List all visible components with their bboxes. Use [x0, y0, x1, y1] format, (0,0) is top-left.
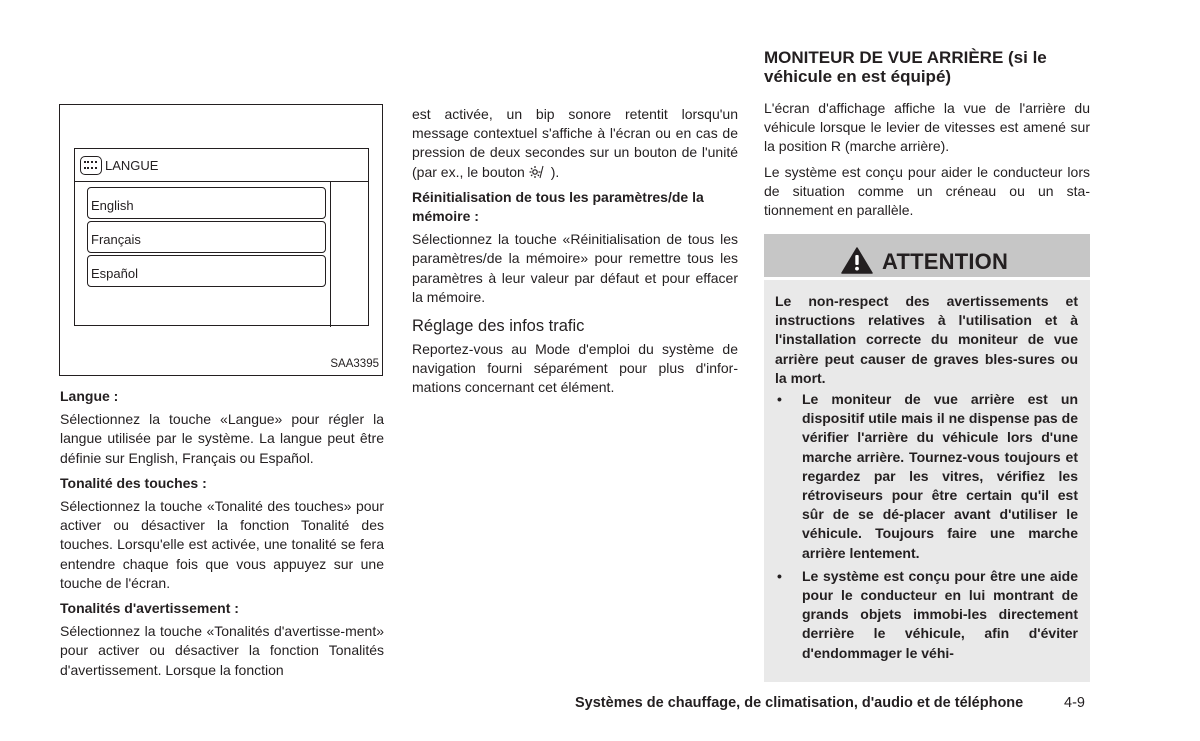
option-espanol[interactable]: Español [87, 255, 326, 287]
warning-triangle-icon [841, 247, 873, 274]
warning-bullet: • Le système est conçu pour être une aide pour le conducteur en lui montrant de grands objets immobi-les directement derrière le véhicule, afin d'éviter d'endommager le véhi- [775, 567, 1078, 663]
warning-text [775, 292, 1078, 663]
para-langue: Sélectionnez la touche «Langue» pour régler la langue utilisée par le système. La langue peut être définie sur English, Français ou Español. [60, 411, 384, 466]
figure-code: SAA3395 [330, 358, 379, 370]
footer-section-title: Systèmes de chauffage, de climatisation, d'audio et de téléphone [575, 695, 1024, 711]
language-screen-figure [59, 104, 383, 376]
heading-avertissement: Tonalités d'avertissement : [60, 600, 239, 617]
scrollbar-divider [330, 182, 331, 327]
para-continuation [412, 105, 738, 182]
warning-intro: Le non-respect des avertissements et instructions relatives à l'utilisation et à l'installation correcte du moniteur de vue arrière peut causer de graves bles-sures ou la mort. [775, 293, 1078, 386]
para-tonalite: Sélectionnez la touche «Tonalité des touches» pour activer ou désactiver la fonction Tonalité des touches. Lorsqu'elle est activée, une tonalité se fera entendre chaque fois que vous appuyez sur une touche de l'écran. [60, 498, 384, 591]
keyboard-icon [80, 156, 102, 175]
para-rear-view-1: L'écran d'affichage affiche la vue de l'arrière du véhicule lorsque le levier de vitesses est amené sur la position R (marche arrière). [764, 100, 1090, 155]
warning-title: ATTENTION [882, 249, 1009, 274]
para-trafic: Reportez-vous au Mode d'emploi du système de navigation fourni séparément pour plus d'infor-mations concernant cet élément. [412, 341, 738, 396]
section-heading: MONITEUR DE VUE ARRIÈRE (si le véhicule en est équipé) [764, 48, 1047, 86]
page-number: 4-9 [1064, 695, 1085, 711]
language-screen [74, 148, 369, 326]
para-continuation-text: est activée, un bip sonore retentit lorsqu'un message contextuel s'affiche à l'écran ou en cas de pression de deux secondes sur un bouton de l'unité (par ex., le bouton [412, 106, 738, 180]
heading-tonalite: Tonalité des touches : [60, 474, 207, 491]
day-night-icon [529, 165, 551, 179]
heading-reinitialisation: Réinitialisation de tous les paramètres/de la mémoire : [412, 188, 704, 225]
option-francais[interactable]: Français [87, 221, 326, 253]
column-1 [60, 387, 384, 680]
para-continuation-end: ). [550, 163, 560, 180]
para-avertissement: Sélectionnez la touche «Tonalités d'avertisse-ment» pour activer ou désactiver la fonction Tonalités d'avertissement. Lorsque la fonction [60, 623, 384, 678]
warning-bullet: • Le moniteur de vue arrière est un dispositif utile mais il ne dispense pas de vérifier l'arrière du véhicule lors d'une marche arrière. Tournez-vous toujours et regardez par les vitres, vérifiez les rétroviseurs pour être certain qu'il est sûr de se dé-placer avant d'utiliser le véhicule. Toujours faire une marche arrière lentement. [775, 390, 1078, 563]
screen-title: LANGUE [105, 158, 159, 173]
column-3 [764, 48, 1090, 220]
para-reinitialisation: Sélectionnez la touche «Réinitialisation de tous les paramètres/de la mémoire» pour remettre tous les paramètres à leur valeur par défaut et pour effacer la mémoire. [412, 231, 738, 305]
option-english[interactable]: English [87, 187, 326, 219]
heading-langue: Langue : [60, 388, 119, 404]
column-2 [412, 105, 738, 398]
screen-header [75, 149, 368, 182]
para-rear-view-2: Le système est conçu pour aider le conducteur lors de situation comme un créneau ou un sta-tionnement en parallèle. [764, 163, 1090, 219]
heading-trafic: Réglage des infos trafic [412, 317, 585, 336]
